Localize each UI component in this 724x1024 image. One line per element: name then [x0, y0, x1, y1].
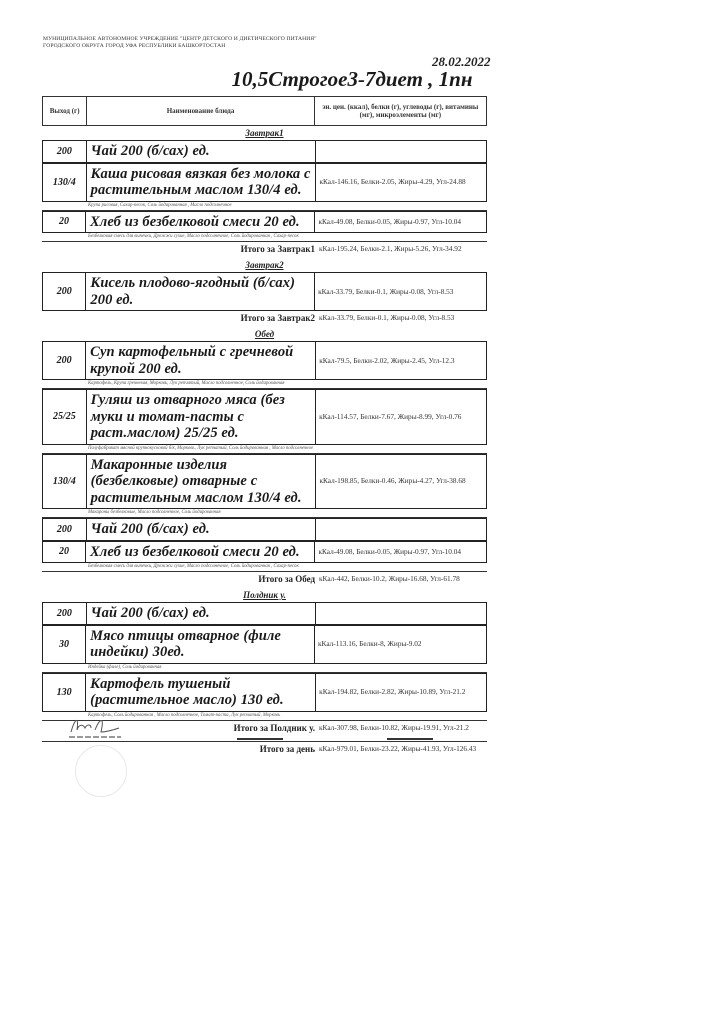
- section-total-label: Итого за Обед: [258, 574, 315, 584]
- dish-ingredients: Картофель, Соль йодированная , Масло подсолнечное, Томат-паста, Лук репчатый, Морковь: [42, 712, 487, 721]
- menu-title: [0, 67, 724, 92]
- section-total-value: кКал-307.98, Белки-10.82, Жиры-19.91, Угл-21.2: [319, 722, 469, 732]
- section-total-label: Итого за Завтрак1: [240, 244, 315, 254]
- dish-nutrition: кКал-194.82, Белки-2.82, Жиры-10.89, Угл-21.2: [316, 673, 487, 711]
- dish-yield: 200: [43, 342, 86, 380]
- dish-nutrition: кКал-49.08, Белки-0.05, Жиры-0.97, Угл-10.04: [315, 541, 487, 563]
- dish-yield: 20: [43, 211, 86, 233]
- dish-row: [42, 541, 487, 564]
- dish-nutrition: [315, 519, 486, 541]
- document-date: 28.02.2022: [432, 54, 491, 69]
- dish-nutrition: [315, 141, 486, 163]
- dish-row: [42, 673, 487, 712]
- dish-ingredients: Полуфабрикат мясной крупнокусковой б/к, Морковь, Лук репчатый, Соль йодированная , Масло подсолнечное: [42, 445, 487, 454]
- signature-line-3: [387, 738, 433, 740]
- dish-yield: 25/25: [43, 390, 87, 445]
- dish-yield: 20: [43, 541, 86, 563]
- menu-title-text: 10,5Строгое3-7диет , 1пн: [231, 67, 473, 91]
- dish-yield: 130/4: [43, 454, 87, 509]
- dish-nutrition: кКал-79.5, Белки-2.02, Жиры-2.45, Угл-12.3: [316, 342, 487, 380]
- dish-yield: 130: [43, 673, 86, 711]
- dish-name: Суп картофельный с гречневой крупой 200 ед.: [86, 342, 316, 380]
- section-total: [42, 242, 487, 258]
- dish-nutrition: кКал-33.79, Белки-0.1, Жиры-0.08, Угл-8.53: [315, 273, 487, 311]
- dish-name: Хлеб из безбелковой смеси 20 ед.: [86, 541, 315, 563]
- section-total-label: Итого за Завтрак2: [240, 313, 315, 323]
- day-total-value: кКал-979.01, Белки-23.22, Жиры-41.93, Угл-126.43: [319, 743, 477, 753]
- signature-line-2: [237, 738, 283, 740]
- stamp-mark: [75, 745, 127, 797]
- dish-name: Картофель тушеный (растительное масло) 130 ед.: [86, 673, 316, 711]
- dish-name: Мясо птицы отварное (филе индейки) 30ед.: [86, 625, 315, 663]
- dish-nutrition: кКал-113.16, Белки-8, Жиры-9.02: [315, 625, 487, 663]
- section-title: Завтрак2: [245, 260, 284, 270]
- dish-name: Чай 200 (б/сах) ед.: [86, 519, 315, 541]
- dish-row: [42, 163, 487, 202]
- dish-yield: 200: [43, 603, 87, 625]
- section-total-value: кКал-442, Белки-10.2, Жиры-16.68, Угл-61.78: [319, 574, 460, 583]
- meal-sections: [42, 126, 487, 737]
- dish-nutrition: [315, 603, 486, 625]
- dish-ingredients: Безбелковая смесь для выпечки, Дрожжи сухие, Масло подсолнечное, Соль йодированная , Сахар-песок: [42, 563, 487, 572]
- signature: [65, 710, 125, 744]
- dish-row: [42, 211, 487, 234]
- organization-header: МУНИЦИПАЛЬНОЕ АВТОНОМНОЕ УЧРЕЖДЕНИЕ "ЦЕНТР ДЕТСКОГО И ДИЕТИЧЕСКОГО ПИТАНИЯ" ГОРОДСКОГО ОКРУГА ГОРОД УФА РЕСПУБЛИКИ БАШКОРТОСТАН: [43, 36, 317, 49]
- dish-yield: 200: [43, 273, 86, 311]
- section-total-value: кКал-33.79, Белки-0.1, Жиры-0.08, Угл-8.53: [319, 313, 455, 322]
- dish-nutrition: кКал-198.85, Белки-0.46, Жиры-4.27, Угл-38.68: [316, 454, 487, 509]
- menu-document: [42, 96, 487, 758]
- section-total: [42, 311, 487, 327]
- section-total: [42, 572, 487, 588]
- dish-yield: 30: [43, 625, 86, 663]
- dish-yield: 200: [43, 141, 87, 163]
- dish-nutrition: кКал-49.08, Белки-0.05, Жиры-0.97, Угл-10.04: [315, 211, 487, 233]
- dish-nutrition: кКал-114.57, Белки-7.67, Жиры-8.99, Угл-0.76: [316, 390, 487, 445]
- header-dish-name: Наименование блюда: [87, 97, 314, 126]
- dish-ingredients: Индейка (филе), Соль йодированная: [42, 664, 487, 673]
- dish-ingredients: Безбелковая смесь для выпечки, Дрожжи сухие, Масло подсолнечное, Соль йодированная , Сахар-песок: [42, 233, 487, 242]
- dish-ingredients: Картофель, Крупа гречневая, Морковь, Лук репчатый, Масло подсолнечное, Соль йодированная: [42, 380, 487, 389]
- dish-nutrition: кКал-146.16, Белки-2.05, Жиры-4.29, Угл-24.88: [316, 163, 487, 201]
- dish-yield: 200: [43, 519, 87, 541]
- dish-name: Макаронные изделия (безбелковые) отварные с растительным маслом 130/4 ед.: [86, 454, 316, 509]
- dish-ingredients: Крупа рисовая, Сахар-песок, Соль йодированная , Масло подсолнечное: [42, 202, 487, 211]
- section-title: Обед: [254, 329, 275, 339]
- dish-name: Гуляш из отварного мяса (без муки и томат-пасты с раст.маслом) 25/25 ед.: [86, 390, 315, 445]
- section-title: Полдник у.: [243, 590, 286, 600]
- dish-row: [42, 389, 487, 445]
- table-header: [42, 96, 487, 126]
- header-yield: Выход (г): [43, 97, 87, 126]
- day-total-label: Итого за день: [259, 743, 315, 754]
- dish-name: Кисель плодово-ягодный (б/сах) 200 ед.: [86, 273, 315, 311]
- header-nutrition: эн. цен. (ккал), белки (г), углеводы (г), витамины (мг), микроэлементы (мг): [314, 97, 486, 126]
- dish-row: [42, 454, 487, 510]
- dish-row: [42, 272, 487, 311]
- dish-row: [42, 518, 487, 541]
- dish-row: [42, 602, 487, 625]
- dish-name: Хлеб из безбелковой смеси 20 ед.: [86, 211, 315, 233]
- section-total-value: кКал-195.24, Белки-2.1, Жиры-5.26, Угл-34.92: [319, 244, 462, 253]
- section-title: Завтрак1: [245, 128, 284, 138]
- dish-ingredients: Макароны безбелковые, Масло подсолнечное, Соль йодированная: [42, 509, 487, 518]
- dish-row: [42, 140, 487, 163]
- section-total-label: Итого за Полдник у.: [233, 722, 315, 733]
- dish-yield: 130/4: [43, 163, 87, 201]
- dish-name: Каша рисовая вязкая без молока с растительным маслом 130/4 ед.: [86, 163, 316, 201]
- dish-name: Чай 200 (б/сах) ед.: [86, 603, 315, 625]
- dish-name: Чай 200 (б/сах) ед.: [86, 141, 315, 163]
- dish-row: [42, 341, 487, 380]
- dish-row: [42, 625, 487, 664]
